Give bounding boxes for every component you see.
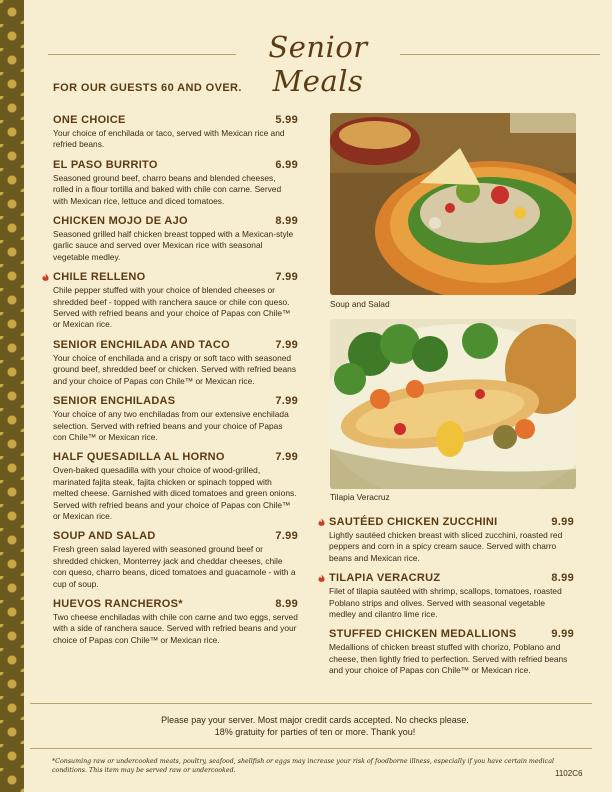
menu-item <box>53 113 298 151</box>
menu-item-header <box>329 515 574 529</box>
menu-item-description: Oven-baked quesadilla with your choice of wood-grilled, marinated fajita steak, fajita chicken or spinach topped with melted cheese. Garnished with diced tomatoes and green onions. Served with refried beans and your choice of Papas con Chile™ or Mexican rice. <box>53 465 297 521</box>
menu-code: 1102C6 <box>555 769 583 778</box>
menu-item-description: Two cheese enchiladas with chile con carne and two eggs, served with a side of ranchera sauce. Served with refried beans and your choice of Papas con Chile™ or Mexican rice. <box>53 611 298 645</box>
menu-item-description: Your choice of enchilada and a crispy or soft taco with seasoned ground beef, shredded beef or chicken. Served with refried beans and your choice of Papas con Chile™ or Mexican rice. <box>53 352 297 386</box>
menu-item-header <box>329 571 574 585</box>
menu-item-header <box>53 529 298 543</box>
payment-notice-line1: Please pay your server. Most major credit cards accepted. No checks please. <box>161 715 469 725</box>
menu-item-price: 8.99 <box>275 597 298 610</box>
menu-item-name: SOUP AND SALAD <box>53 530 156 543</box>
right-menu-column <box>329 515 574 684</box>
menu-item-header <box>53 158 298 172</box>
menu-item-description: Your choice of any two enchiladas from our extensive enchilada selection. Served with refried beans and your choice of Papas con Chile™ or Mexican rice. <box>53 409 289 442</box>
photo-caption-soup-and-salad: Soup and Salad <box>330 299 390 309</box>
tilapia-veracruz-photo <box>330 319 576 489</box>
menu-item-header <box>53 214 298 228</box>
menu-item <box>329 515 574 564</box>
menu-item-price: 9.99 <box>551 628 574 641</box>
spicy-flame-icon <box>318 574 325 583</box>
menu-item <box>53 394 298 443</box>
menu-item-name: SAUTÉED CHICKEN ZUCCHINI <box>329 516 498 528</box>
menu-item-name: CHICKEN MOJO DE AJO <box>53 215 188 228</box>
menu-item-price: 7.99 <box>275 451 298 464</box>
menu-item-price: 6.99 <box>275 158 298 171</box>
photo-caption-tilapia-veracruz: Tilapia Veracruz <box>330 492 390 502</box>
intro-heading: FOR OUR GUESTS 60 AND OVER. <box>53 82 242 94</box>
menu-item-name: HALF QUESADILLA AL HORNO <box>53 451 225 464</box>
menu-item-header <box>53 270 298 284</box>
menu-item-header <box>53 394 298 408</box>
menu-item-price: 7.99 <box>275 271 298 284</box>
menu-item-description: Chile pepper stuffed with your choice of blended cheeses or shredded beef - topped with ranchera sauce or chile con queso. Served with refried beans and your choice of Papas con Chile™ or Mexican rice. <box>53 285 291 330</box>
menu-item-header <box>329 627 574 641</box>
left-menu-column <box>53 113 298 653</box>
page-title: Senior Meals <box>268 30 368 98</box>
menu-item-description: Lightly sautéed chicken breast with sliced zucchini, roasted red peppers and corn in a spicy cream sauce. Served with charro beans and Mexican rice. <box>329 530 563 563</box>
menu-item-price: 9.99 <box>551 516 574 528</box>
menu-item <box>53 450 298 522</box>
menu-item <box>329 627 574 676</box>
menu-item-description: Seasoned ground beef, charro beans and blended cheeses, rolled in a flour tortilla and baked with chile con carne. Served with Mexican rice, lettuce and diced tomatoes. <box>53 172 282 206</box>
menu-item-header <box>53 338 298 352</box>
soup-and-salad-photo <box>330 113 576 295</box>
menu-item-price: 7.99 <box>275 395 298 408</box>
menu-item-description: Filet of tilapia sautéed with shrimp, scallops, tomatoes, roasted Poblano strips and olives. Served with seasonal vegetable medley and cilantro lime rice. <box>329 586 562 620</box>
menu-item <box>329 571 574 620</box>
menu-item-price: 8.99 <box>275 215 298 228</box>
menu-item-description: Seasoned grilled half chicken breast topped with a Mexican-style garlic sauce and served over Mexican rice with seasonal vegetable medley. <box>53 229 294 262</box>
spicy-flame-icon <box>318 518 325 527</box>
spicy-flame-icon <box>42 273 49 282</box>
title-rule-left <box>48 54 236 55</box>
menu-item-description: Fresh green salad layered with seasoned ground beef or shredded chicken, Monterrey jack and cheddar cheeses, chile con queso, charro beans, diced tomatoes and guacamole - with a cup of soup. <box>53 544 296 589</box>
menu-item-price: 7.99 <box>275 338 298 351</box>
menu-item <box>53 597 298 646</box>
menu-item-price: 7.99 <box>275 530 298 543</box>
payment-notice-line2: 18% gratuity for parties of ten or more. Thank you! <box>214 727 416 737</box>
menu-item-name: HUEVOS RANCHEROS* <box>53 597 183 610</box>
food-safety-disclaimer: *Consuming raw or undercooked meats, poultry, seafood, shellfish or eggs may increase your risk of foodborne illness, especially if you have certain medical conditions. This item may be served raw or undercooked. <box>52 758 554 774</box>
menu-item-name: CHILE RELLENO <box>53 271 146 284</box>
menu-item <box>53 158 298 207</box>
menu-item-header <box>53 113 298 127</box>
footer-rule-top <box>30 703 592 704</box>
menu-item-header <box>53 450 298 464</box>
menu-item-header <box>53 597 298 611</box>
menu-item <box>53 270 298 331</box>
decorative-side-border <box>0 0 24 792</box>
menu-item-price: 8.99 <box>551 572 574 585</box>
menu-item-name: SENIOR ENCHILADA AND TACO <box>53 338 230 351</box>
payment-notice <box>30 714 600 738</box>
menu-item-description: Medallions of chicken breast stuffed with chorizo, Poblano and cheese, then lightly fried to perfection. Served with refried beans and your choice of Papas con Chile™ or Mexican rice. <box>329 642 568 676</box>
menu-item <box>53 214 298 263</box>
title-rule-right <box>400 54 600 55</box>
menu-item-name: SENIOR ENCHILADAS <box>53 395 176 408</box>
menu-item-price: 5.99 <box>275 114 298 126</box>
menu-item-name: ONE CHOICE <box>53 114 126 126</box>
menu-item-name: TILAPIA VERACRUZ <box>329 572 441 585</box>
menu-item <box>53 338 298 387</box>
footer-rule-bottom <box>30 748 592 749</box>
menu-item-description: Your choice of enchilada or taco, served with Mexican rice and refried beans. <box>53 128 285 150</box>
menu-item <box>53 529 298 590</box>
menu-item-name: EL PASO BURRITO <box>53 158 158 171</box>
menu-item-name: STUFFED CHICKEN MEDALLIONS <box>329 628 517 641</box>
